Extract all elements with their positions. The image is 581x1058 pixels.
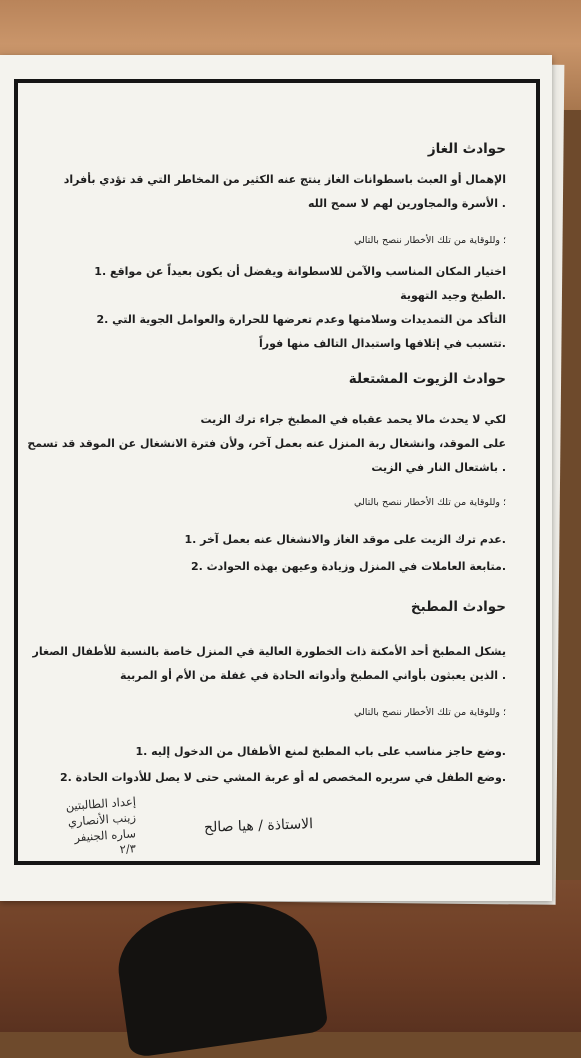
teacher-signature: الاستاذة / هيا صالح — [203, 816, 314, 836]
list-item: .تتسبب في إتلافها واستبدال التالف منها فوراً — [258, 337, 506, 350]
list-item: .وضع الطفل في سريره المخصص له أو عربة المشي حتى لا يصل للأدوات الحادة .2 — [59, 771, 506, 784]
paragraph-line: . الذين يعبثون بأواني المطبخ وأدواته الحادة في غفلة من الأم أو المربية — [120, 669, 506, 682]
list-item: اختيار المكان المناسب والآمن للاسطوانة ويفضل أن يكون بعيداً عن مواقع .1 — [94, 265, 506, 278]
paragraph-line: الإهمال أو العبث باسطوانات الغاز ينتج عنه الكثير من المخاطر التي قد تؤدي بأفراد — [63, 173, 506, 186]
list-item: .وضع حاجز مناسب على باب المطبخ لمنع الأطفال من الدخول إليه .1 — [135, 745, 506, 758]
section-heading-oil: حوادث الزيوت المشتعلة — [348, 371, 506, 387]
prepared-by-line: ساره الجنيفر — [73, 826, 137, 845]
list-item: .عدم ترك الزيت على موقد الغاز والانشغال عنه بعمل آخر .1 — [184, 533, 506, 546]
list-item: .الطبخ وجيد التهوية — [400, 289, 506, 302]
prevention-intro: ؛ وللوقاية من تلك الأخطار ننصح بالتالي — [353, 235, 506, 246]
section-heading-gas: حوادث الغاز — [427, 141, 506, 157]
prepared-by-line: إعداد الطالبتين — [65, 794, 137, 814]
prevention-intro: ؛ وللوقاية من تلك الأخطار ننصح بالتالي — [353, 707, 506, 718]
list-item: .متابعة العاملات في المنزل وزيادة وعيهن بهذه الحوادث .2 — [190, 560, 506, 573]
section-heading-kitchen: حوادث المطبخ — [410, 599, 506, 615]
document-page — [0, 55, 552, 901]
paragraph-line: لكي لا يحدث مالا يحمد عقباه في المطبخ جراء ترك الزيت — [200, 413, 506, 426]
prevention-intro: ؛ وللوقاية من تلك الأخطار ننصح بالتالي — [353, 497, 506, 508]
paragraph-line: يشكل المطبخ أحد الأمكنة ذات الخطورة العالية في المنزل خاصة بالنسبة للأطفال الصغار — [32, 645, 506, 658]
paragraph-line: . الأسرة والمجاورين لهم لا سمح الله — [307, 197, 506, 210]
list-item: التأكد من التمديدات وسلامتها وعدم تعرضها للحرارة والعوامل الجوية التي .2 — [96, 313, 506, 326]
prepared-by-line: زينب الأنصاري — [67, 810, 137, 829]
paragraph-line: . باشتعال النار في الزيت — [371, 461, 506, 474]
paragraph-line: على الموقد، وانشغال ربة المنزل عنه بعمل آخر، ولأن فترة الانشغال عن الموقد قد تسمح — [27, 437, 506, 450]
prepared-by-line: ٢/٣ — [119, 841, 137, 857]
